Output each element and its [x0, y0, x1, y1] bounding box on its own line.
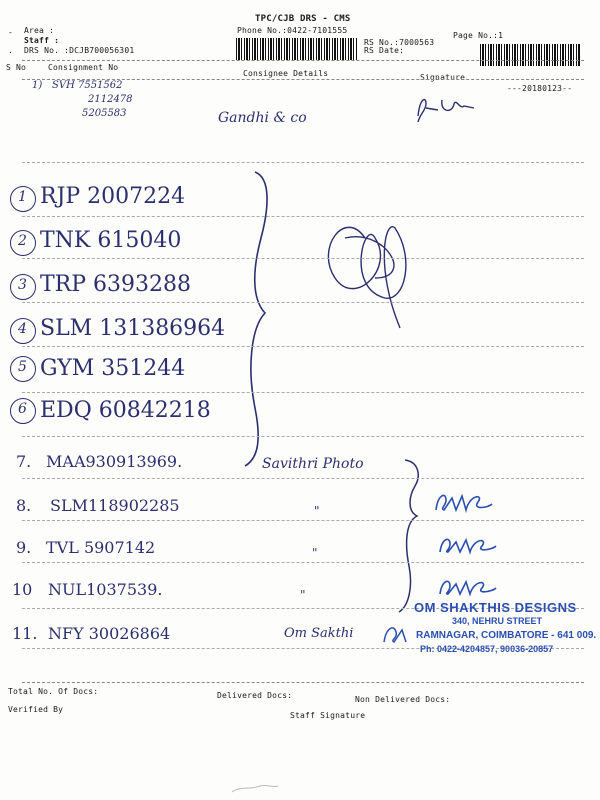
page-number: Page No.:1: [453, 31, 504, 40]
signature-initials: [436, 572, 500, 600]
consignment-code: GYM 351244: [40, 356, 186, 381]
row-divider: [22, 302, 584, 303]
row-divider: [22, 520, 584, 521]
page-title: TPC/CJB DRS - CMS: [255, 14, 351, 24]
consignment-code: SLM118902285: [50, 496, 180, 515]
drs-barcode: [236, 38, 358, 60]
rs-date: RS Date:: [364, 46, 405, 55]
group-brace-and-signature: [225, 168, 440, 468]
ditto-mark: ": [312, 546, 318, 560]
consignment-code: SLM 131386964: [40, 316, 226, 341]
consignee-name: Savithri Photo: [262, 456, 364, 472]
entry-number: 5205583: [82, 108, 127, 119]
dot-mark: .: [8, 46, 14, 55]
column-signature: Signature: [420, 73, 466, 82]
consignment-code: NUL1037539.: [48, 580, 163, 599]
entry-index: 8.: [16, 496, 32, 515]
total-docs: Total No. Of Docs:: [8, 687, 99, 696]
circled-number-badge: 1: [10, 186, 36, 212]
signature-scribble: [412, 92, 478, 128]
consignee-name: Om Sakthi: [284, 626, 354, 641]
drs-number: DRS No. :DCJB700056301: [24, 46, 135, 55]
staff-label: Staff :: [24, 36, 60, 45]
entry-number: 2112478: [88, 94, 133, 105]
rs-barcode: [480, 44, 580, 66]
circled-number-badge: 2: [10, 230, 36, 256]
row-divider: [22, 346, 584, 347]
signature-initials: [432, 486, 496, 516]
signature-initials: [436, 530, 500, 558]
dash-mark: -: [8, 28, 14, 37]
stray-pencil-mark: [230, 780, 280, 796]
consignment-code: TNK 615040: [40, 228, 182, 253]
column-consignment: Consignment No: [48, 63, 119, 72]
stamp-company-name: OM SHAKTHIS DESIGNS: [414, 600, 577, 615]
column-sno: S No: [6, 63, 27, 72]
verified-by: Verified By: [8, 705, 64, 714]
entry-index: 1): [32, 80, 43, 91]
stamp-phone: Ph: 0422-4204857, 90036-20857: [420, 644, 554, 654]
ditto-mark: ": [314, 504, 320, 518]
non-delivered-docs: Non Delivered Docs:: [355, 695, 451, 704]
header-divider: [22, 60, 584, 61]
delivered-docs: Delivered Docs:: [217, 691, 293, 700]
consignment-code: TRP 6393288: [40, 272, 192, 297]
consignee-name: Gandhi & co: [218, 110, 307, 126]
circled-number-badge: 3: [10, 274, 36, 300]
entry-index: 10: [12, 580, 33, 599]
entry-number: SVH 7551562: [52, 80, 123, 91]
circled-number-badge: 6: [10, 398, 36, 424]
consignment-code: NFY 30026864: [48, 624, 171, 643]
staff-signature: Staff Signature: [290, 711, 366, 720]
signature-initials: [380, 620, 410, 648]
entry-date: ---20180123--: [507, 84, 573, 93]
rs-number: RS No.:7000563: [364, 38, 435, 47]
consignment-code: RJP 2007224: [40, 184, 186, 209]
phone-number: Phone No.:0422-7101555: [237, 26, 348, 35]
row-divider: [22, 216, 584, 217]
entry-index: 7.: [16, 452, 32, 471]
footer-divider: [22, 682, 584, 683]
entry-index: 11.: [12, 624, 38, 643]
circled-number-badge: 4: [10, 318, 36, 344]
row-divider: [22, 436, 584, 437]
row-divider: [22, 478, 584, 479]
row-divider: [22, 162, 584, 163]
stamp-city: RAMNAGAR, COIMBATORE - 641 009.: [416, 630, 597, 641]
consignment-code: EDQ 60842218: [40, 398, 211, 423]
row-divider: [22, 392, 584, 393]
circled-number-badge: 5: [10, 356, 36, 382]
row-divider: [22, 562, 584, 563]
area-label: Area :: [24, 26, 55, 35]
row-divider: [22, 258, 584, 259]
column-consignee: Consignee Details: [243, 69, 329, 78]
ditto-mark: ": [300, 588, 306, 602]
group-brace: [395, 456, 435, 616]
consignment-code: MAA930913969.: [46, 452, 183, 471]
consignment-code: TVL 5907142: [46, 538, 156, 557]
entry-index: 9.: [16, 538, 32, 557]
stamp-street: 340, NEHRU STREET: [452, 616, 543, 626]
